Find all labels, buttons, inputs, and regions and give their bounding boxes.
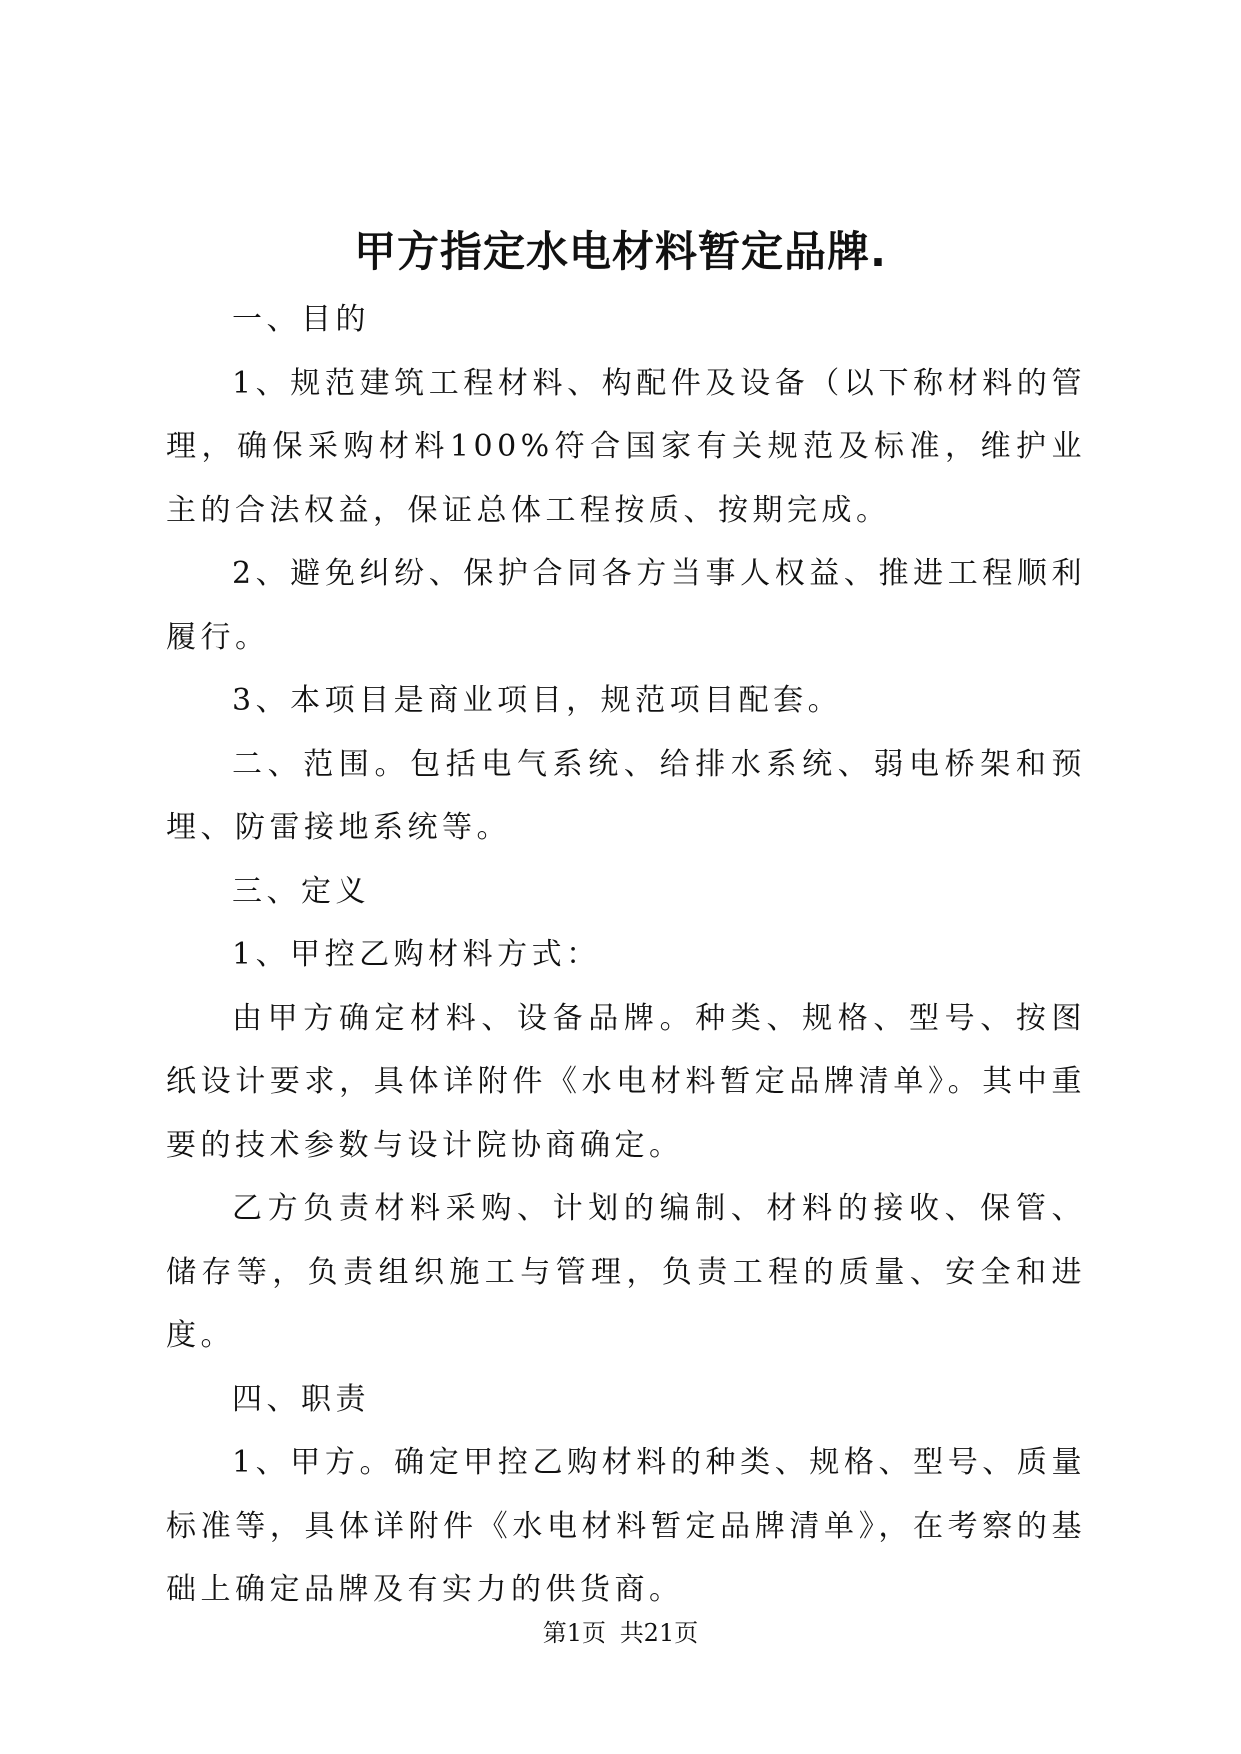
paragraph: 1、规范建筑工程材料、构配件及设备（以下称材料的管理，确保采购材料100%符合国家有关规范及标准，维护业主的合法权益，保证总体工程按质、按期完成。 [166,365,1086,528]
section-heading-purpose: 一、目的 [232,302,370,337]
paragraph: 由甲方确定材料、设备品牌。种类、规格、型号、按图纸设计要求，具体详附件《水电材料暂定品牌清单》。其中重要的技术参数与设计院协商确定。 [166,1000,1086,1163]
section-heading-definition: 三、定义 [232,873,370,909]
paragraph: 3、本项目是商业项目，规范项目配套。 [232,683,843,718]
page-number-total: 共21页 [619,1619,699,1647]
page-footer [0,1618,1241,1648]
page-number-current: 第1页 [542,1619,607,1647]
section-heading-scope: 二、范围。包括电气系统、给排水系统、弱电桥架和预埋、防雷接地系统等。 [166,746,1086,845]
section-heading-duties: 四、职责 [232,1381,370,1417]
document-title: 甲方指定水电材料暂定品牌. [354,227,887,276]
paragraph: 乙方负责材料采购、计划的编制、材料的接收、保管、储存等，负责组织施工与管理，负责工程的质量、安全和进度。 [166,1191,1086,1353]
paragraph: 1、甲控乙购材料方式： [232,937,601,972]
document-body [166,288,1086,1622]
paragraph: 2、避免纠纷、保护合同各方当事人权益、推进工程顺利履行。 [166,556,1086,655]
paragraph: 1、甲方。确定甲控乙购材料的种类、规格、型号、质量标准等，具体详附件《水电材料暂定品牌清单》，在考察的基础上确定品牌及有实力的供货商。 [166,1445,1086,1607]
